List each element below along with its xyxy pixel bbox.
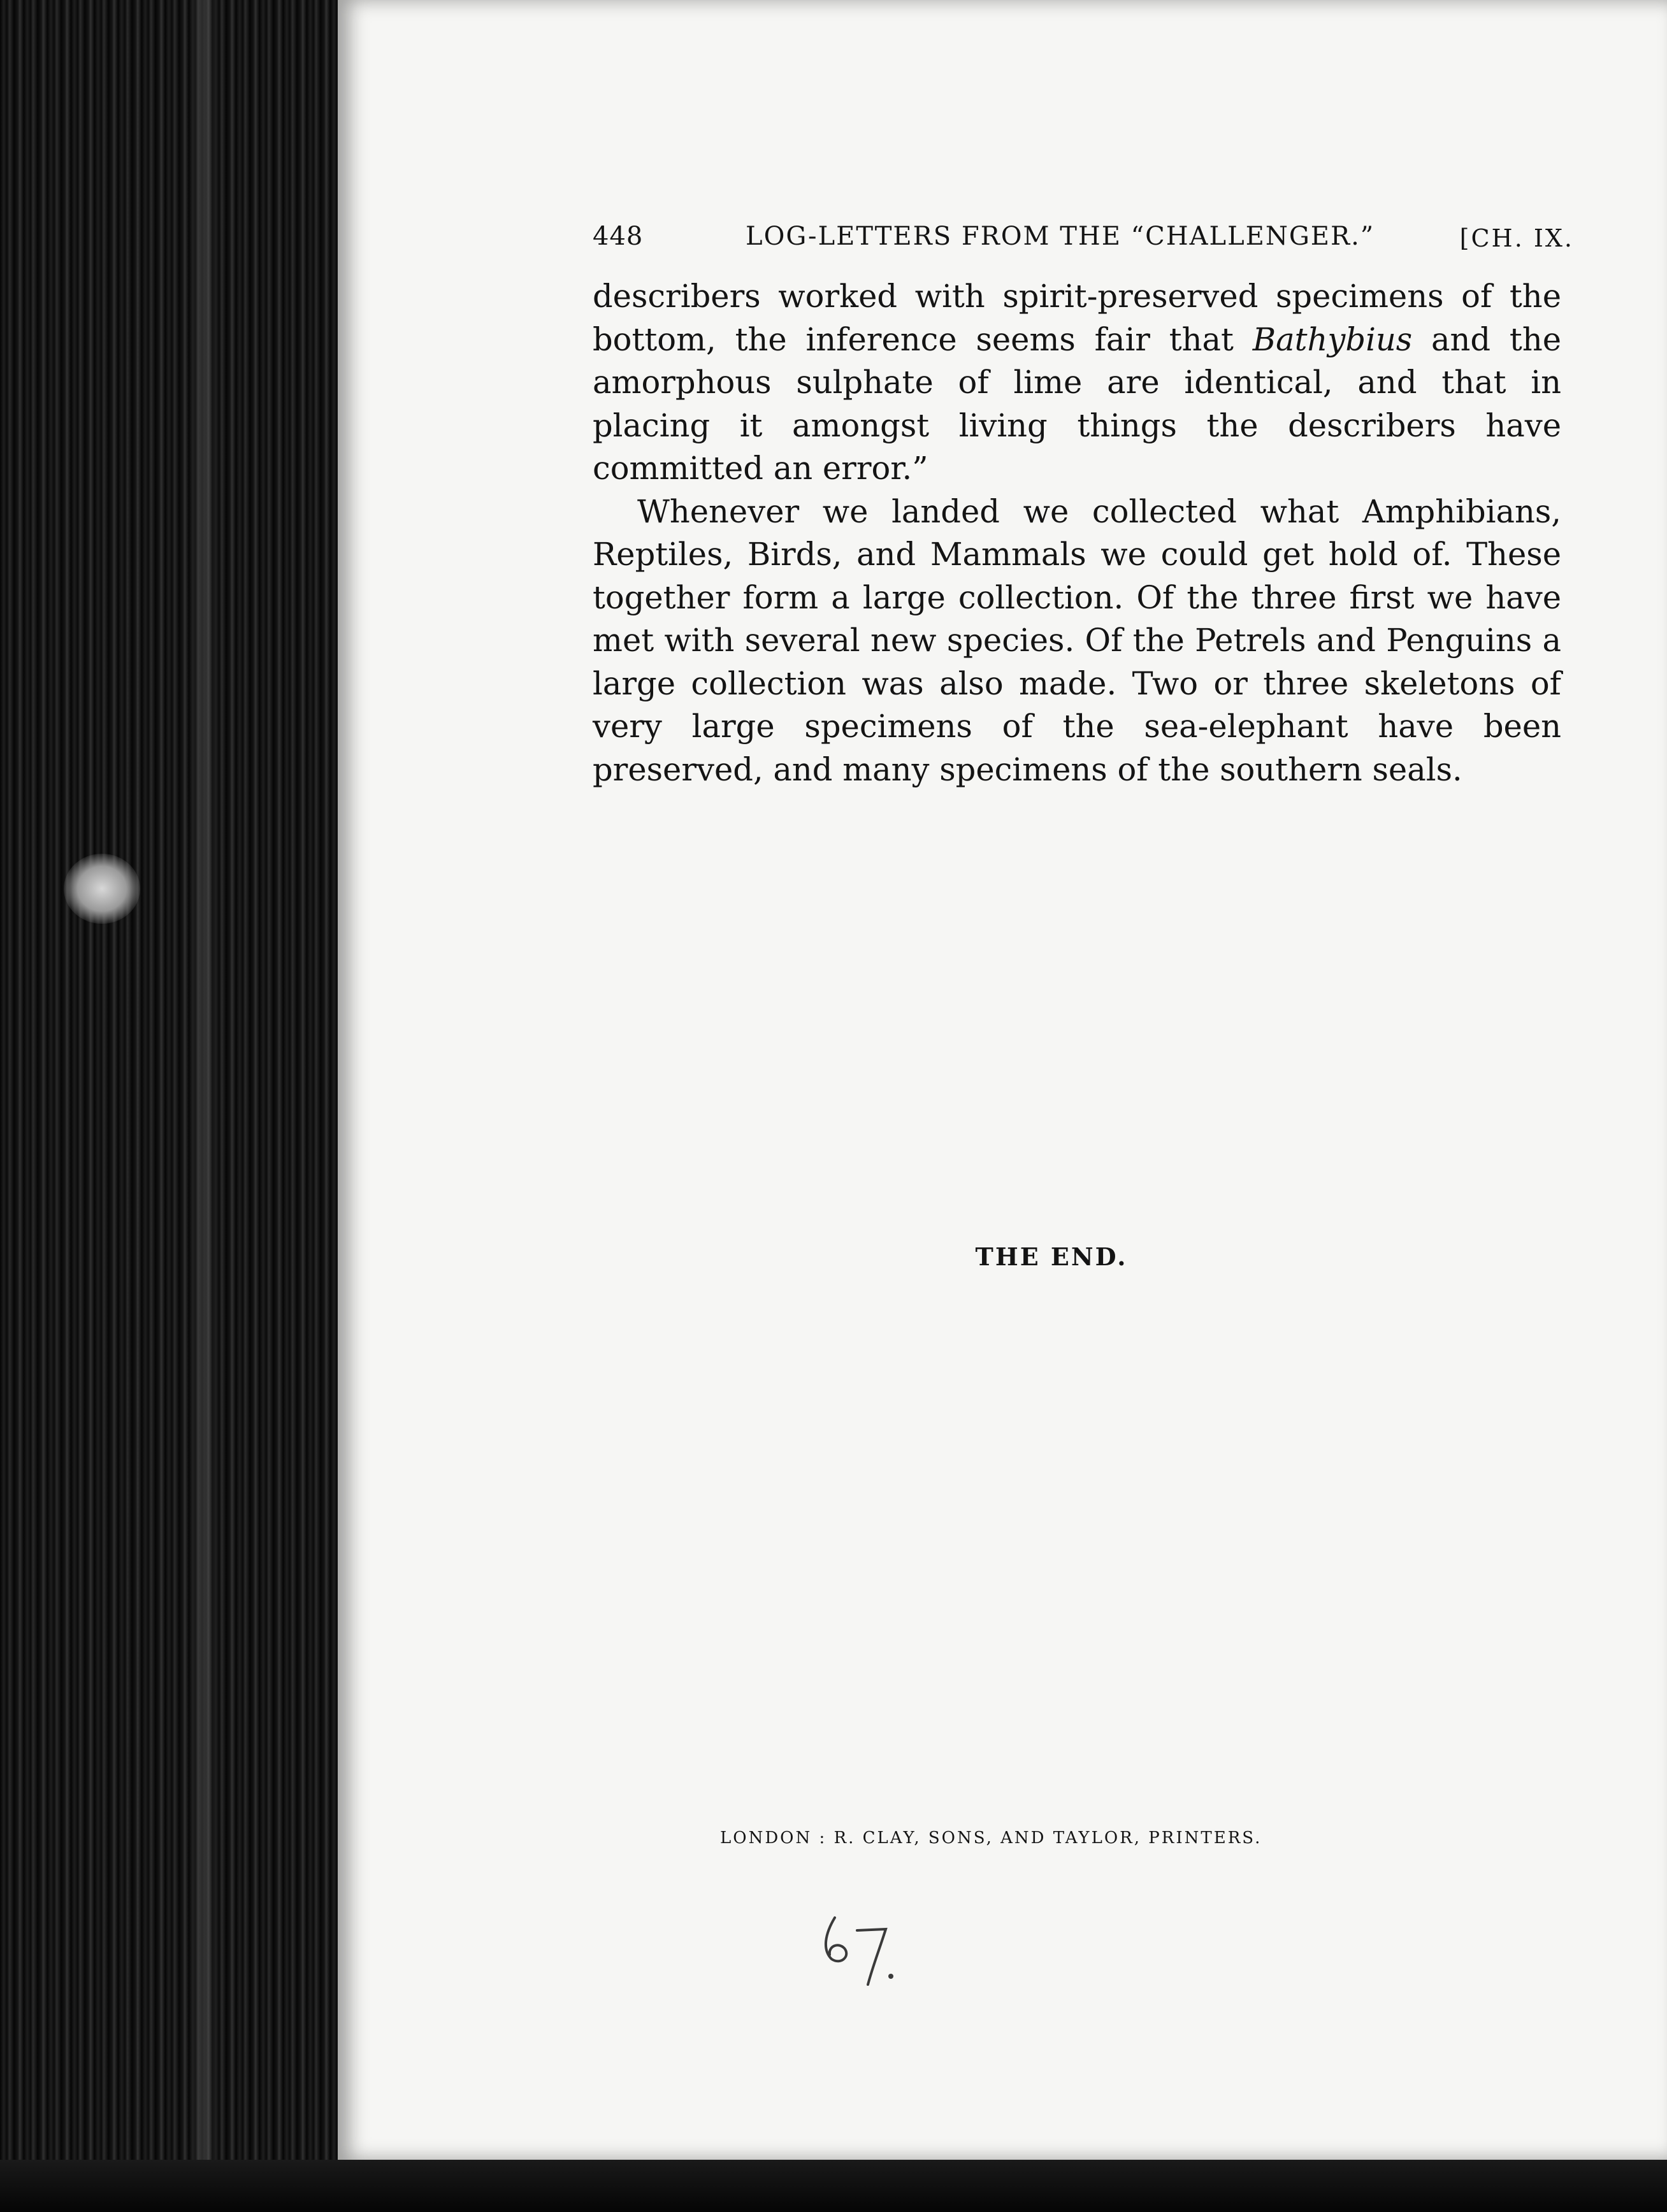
running-head	[593, 222, 1574, 260]
spine-highlight	[191, 0, 217, 2212]
the-end-label: THE END.	[975, 1242, 1128, 1271]
spine-stain	[64, 854, 140, 924]
italic-term: Bathybius	[1252, 320, 1413, 358]
chapter-reference: [CH. IX.	[1459, 224, 1574, 252]
paragraph-text-before: describers worked with spirit-preserved specimens of the bottom, the inference seems fair that	[593, 278, 1561, 358]
paragraph-text-after: and the amorphous sulphate of lime are identical, and that in placing it amongst living things the describers have committed an error.”	[593, 320, 1561, 487]
paragraph: Whenever we landed we collected what Amphibians, Reptiles, Birds, and Mammals we could get hold of. These together form a large collection. Of the three first we have met with several new species. Of the Petrels and Penguins a large collection was also made. Two or three skeletons of very large specimens of the sea-elephant have been preserved, and many specimens of the southern seals.	[593, 492, 1561, 788]
running-title: LOG-LETTERS FROM THE “CHALLENGER.”	[746, 222, 1375, 251]
paragraph-continued	[593, 275, 1561, 491]
body-text	[593, 275, 1561, 791]
printer-imprint: LONDON : R. CLAY, SONS, AND TAYLOR, PRINTERS.	[720, 1828, 1262, 1848]
page-number: 448	[593, 222, 644, 251]
handwritten-mark	[809, 1905, 911, 1994]
bottom-edge	[0, 2160, 1667, 2212]
book-spine-edge	[0, 0, 338, 2212]
